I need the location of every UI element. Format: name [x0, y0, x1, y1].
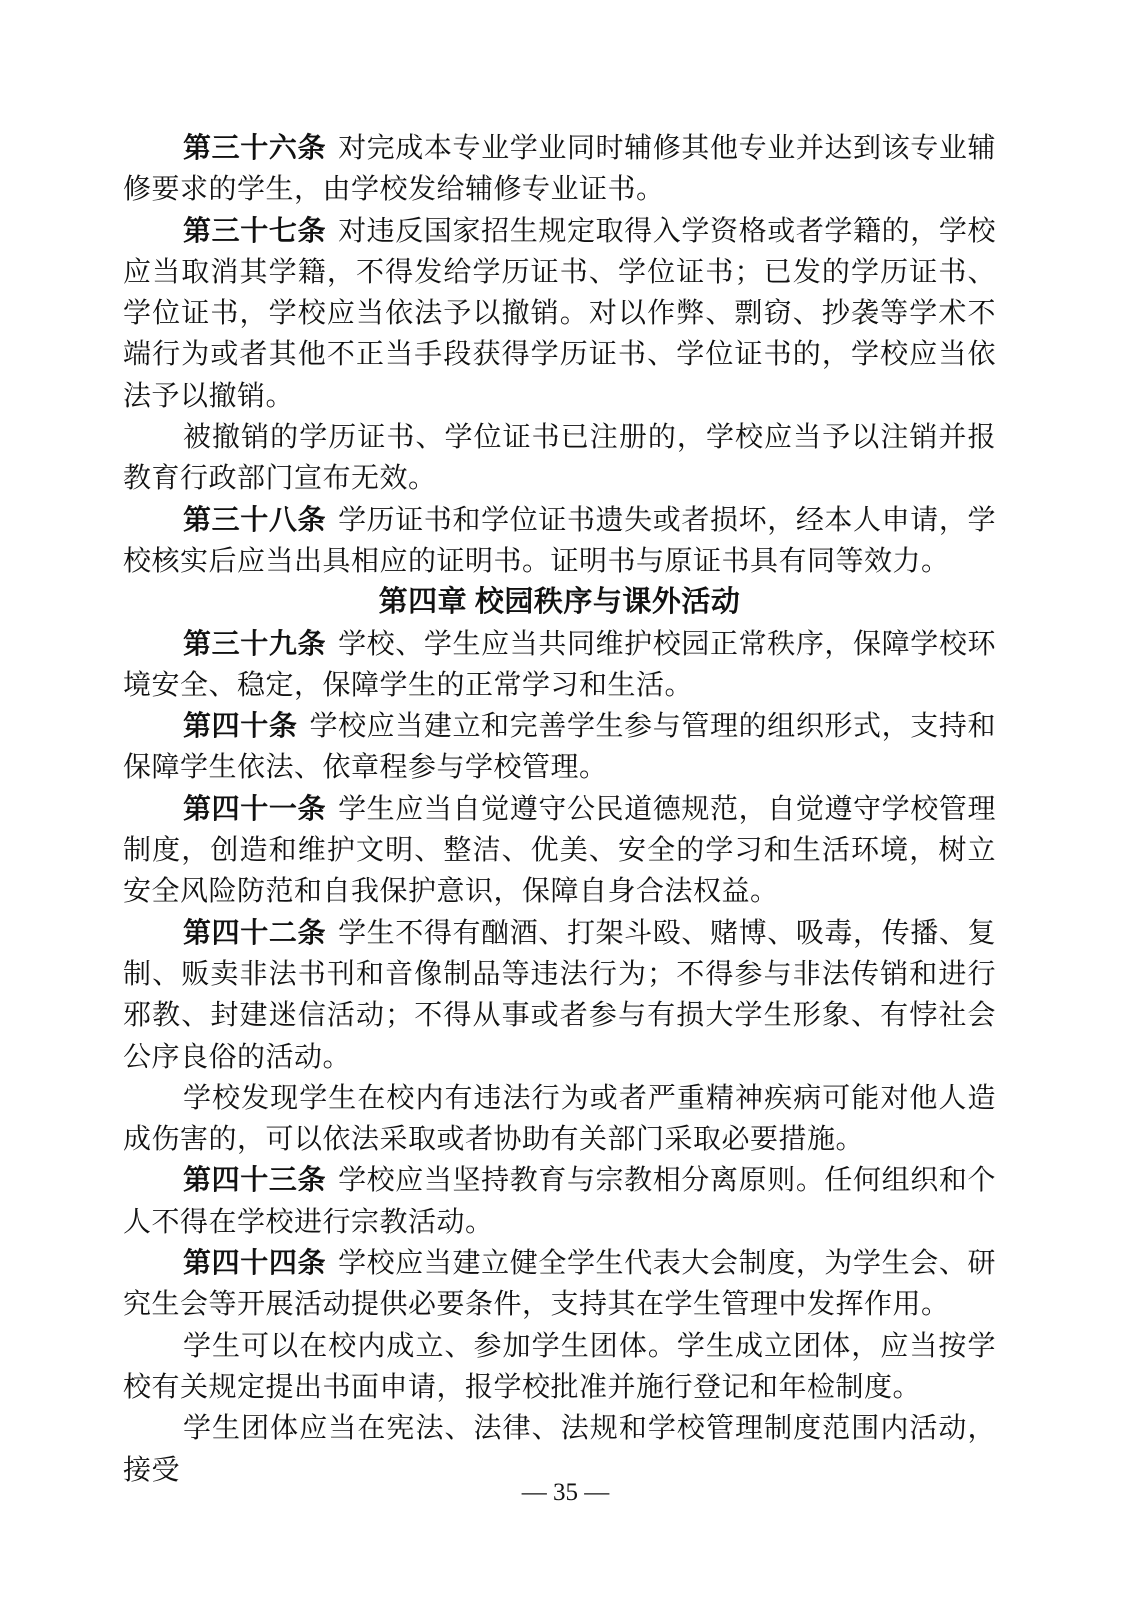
- article-39-text: 学校、学生应当共同维护校园正常秩序，保障学校环境安全、稳定，保障学生的正常学习和生活。: [123, 628, 996, 701]
- article-42-continuation-text: 学校发现学生在校内有违法行为或者严重精神疾病可能对他人造成伤害的，可以依法采取或者协助有关部门采取必要措施。: [123, 1082, 996, 1156]
- article-38-number: 第三十八条: [183, 504, 327, 536]
- paragraph-article-37: [123, 211, 996, 417]
- article-40-number: 第四十条: [183, 711, 298, 743]
- article-43-number: 第四十三条: [183, 1165, 327, 1197]
- article-37-continuation-text: 被撤销的学历证书、学位证书已注册的，学校应当予以注销并报教育行政部门宣布无效。: [123, 422, 996, 495]
- paragraph-article-44: [123, 1243, 996, 1326]
- article-39-number: 第三十九条: [183, 628, 327, 660]
- paragraph-article-38: [123, 500, 996, 583]
- paragraph-article-43: [123, 1160, 996, 1243]
- paragraph-article-44-continuation-1: [123, 1326, 996, 1409]
- article-44-number: 第四十四条: [183, 1248, 327, 1280]
- page-number: — 35 —: [521, 1479, 610, 1506]
- document-body: [123, 128, 996, 1491]
- article-42-number: 第四十二条: [183, 917, 327, 949]
- article-36-text: 对完成本专业学业同时辅修其他专业并达到该专业辅修要求的学生，由学校发给辅修专业证书。: [123, 133, 996, 206]
- article-44-text: 学校应当建立健全学生代表大会制度，为学生会、研究生会等开展活动提供必要条件，支持其在学生管理中发挥作用。: [123, 1248, 996, 1321]
- article-41-number: 第四十一条: [183, 793, 327, 825]
- page-footer: [0, 1478, 1131, 1508]
- paragraph-article-40: [123, 706, 996, 789]
- paragraph-article-39: [123, 624, 996, 707]
- paragraph-article-41: [123, 789, 996, 913]
- chapter-4-heading: 第四章 校园秩序与课外活动: [378, 586, 741, 619]
- article-44-continuation-1-text: 学生可以在校内成立、参加学生团体。学生成立团体，应当按学校有关规定提出书面申请，报学校批准并施行登记和年检制度。: [123, 1330, 996, 1403]
- article-43-text: 学校应当坚持教育与宗教相分离原则。任何组织和个人不得在学校进行宗教活动。: [123, 1165, 996, 1238]
- paragraph-article-42-continuation: [123, 1078, 996, 1161]
- paragraph-article-42: [123, 913, 996, 1078]
- article-44-continuation-2-text: 学生团体应当在宪法、法律、法规和学校管理制度范围内活动，接受: [123, 1413, 996, 1486]
- article-40-text: 学校应当建立和完善学生参与管理的组织形式，支持和保障学生依法、依章程参与学校管理。: [123, 711, 996, 784]
- article-41-text: 学生应当自觉遵守公民道德规范，自觉遵守学校管理制度，创造和维护文明、整洁、优美、安全的学习和生活环境，树立安全风险防范和自我保护意识，保障自身合法权益。: [123, 793, 996, 908]
- article-37-number: 第三十七条: [183, 215, 327, 247]
- article-37-text: 对违反国家招生规定取得入学资格或者学籍的，学校应当取消其学籍，不得发给学历证书、学位证书；已发的学历证书、学位证书，学校应当依法予以撤销。对以作弊、剽窃、抄袭等学术不端行为或者其他不正当手段获得学历证书、学位证书的，学校应当依法予以撤销。: [123, 215, 996, 412]
- article-36-number: 第三十六条: [183, 133, 327, 164]
- article-38-text: 学历证书和学位证书遗失或者损坏，经本人申请，学校核实后应当出具相应的证明书。证明书与原证书具有同等效力。: [123, 504, 996, 577]
- article-42-text: 学生不得有酗酒、打架斗殴、赌博、吸毒，传播、复制、贩卖非法书刊和音像制品等违法行为；不得参与非法传销和进行邪教、封建迷信活动；不得从事或者参与有损大学生形象、有悖社会公序良俗的活动。: [123, 917, 996, 1073]
- paragraph-article-37-continuation: [123, 417, 996, 500]
- paragraph-article-36: [123, 128, 996, 211]
